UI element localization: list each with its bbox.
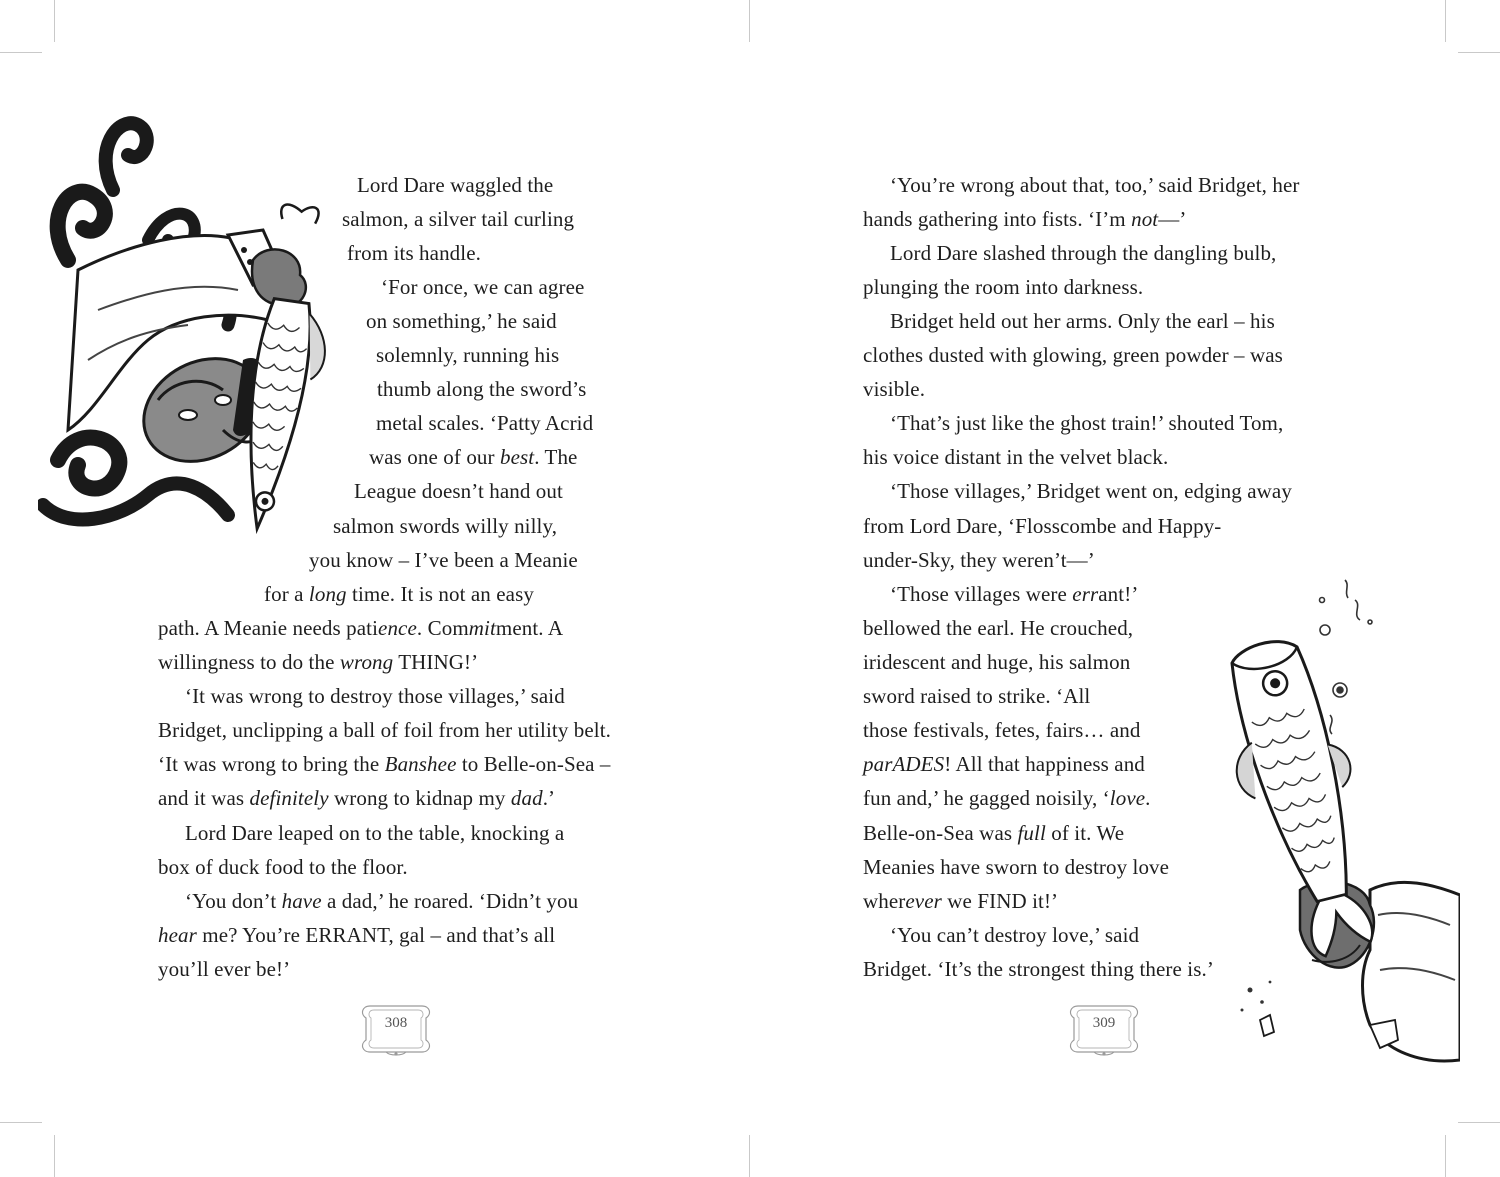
text-line: League doesn’t hand out xyxy=(354,479,563,503)
text-line: plunging the room into darkness. xyxy=(863,275,1144,299)
text-line: Lord Dare slashed through the dangling bulb, xyxy=(890,241,1277,265)
text-line: visible. xyxy=(863,377,926,401)
text-line: ‘That’s just like the ghost train!’ shouted Tom, xyxy=(890,411,1284,435)
text-line: from its handle. xyxy=(347,241,481,265)
right-page xyxy=(750,0,1500,1177)
text-line: from Lord Dare, ‘Flosscombe and Happy- xyxy=(863,514,1222,538)
text-line: ‘It was wrong to destroy those villages,’ said xyxy=(185,684,565,708)
text-line: for a long time. It is not an easy xyxy=(264,582,534,606)
text-line: parADES! All that happiness and xyxy=(863,752,1145,776)
text-line: clothes dusted with glowing, green powder – was xyxy=(863,343,1283,367)
text-line: and it was definitely wrong to kidnap my dad.’ xyxy=(158,786,556,810)
text-line: under-Sky, they weren’t—’ xyxy=(863,548,1095,572)
text-line: metal scales. ‘Patty Acrid xyxy=(376,411,594,435)
text-line: bellowed the earl. He crouched, xyxy=(863,616,1134,640)
text-line: ‘It was wrong to bring the Banshee to Belle-on-Sea – xyxy=(158,752,611,776)
lord-dare-illustration xyxy=(38,110,338,550)
text-line: path. A Meanie needs patience. Commitment. A xyxy=(158,616,564,640)
text-line: salmon, a silver tail curling xyxy=(342,207,575,231)
text-line: hear me? You’re ERRANT, gal – and that’s all xyxy=(158,923,556,947)
page-number: 309 xyxy=(1092,1015,1116,1031)
text-line: Lord Dare leaped on to the table, knocking a xyxy=(185,821,565,845)
text-line: Belle-on-Sea was full of it. We xyxy=(863,821,1125,845)
text-line: wherever we FIND it!’ xyxy=(863,889,1059,913)
text-line: Bridget, unclipping a ball of foil from her utility belt. xyxy=(158,718,612,742)
text-line: solemnly, running his xyxy=(376,343,560,367)
text-line: Meanies have sworn to destroy love xyxy=(863,855,1170,879)
text-line: Lord Dare waggled the xyxy=(357,173,554,197)
text-line: you’ll ever be!’ xyxy=(158,957,291,981)
text-line: iridescent and huge, his salmon xyxy=(863,650,1131,674)
text-line: ‘You can’t destroy love,’ said xyxy=(890,923,1140,947)
text-line: ‘You’re wrong about that, too,’ said Bridget, her xyxy=(890,173,1300,197)
text-line: those festivals, fetes, fairs… and xyxy=(863,718,1141,742)
page-number-ornament xyxy=(356,998,436,1058)
text-line: you know – I’ve been a Meanie xyxy=(309,548,578,572)
text-line: ‘You don’t have a dad,’ he roared. ‘Didn’t you xyxy=(185,889,579,913)
text-line: salmon swords willy nilly, xyxy=(333,514,558,538)
text-line: ‘For once, we can agree xyxy=(381,275,585,299)
page-number-ornament xyxy=(1064,998,1144,1058)
text-line: his voice distant in the velvet black. xyxy=(863,445,1169,469)
text-line: fun and,’ he gagged noisily, ‘love. xyxy=(863,786,1151,810)
text-line: Bridget. ‘It’s the strongest thing there is.’ xyxy=(863,957,1214,981)
text-line: ‘Those villages,’ Bridget went on, edging away xyxy=(890,479,1292,503)
page-number: 308 xyxy=(384,1015,408,1031)
text-line: ‘Those villages were errant!’ xyxy=(890,582,1139,606)
text-line: sword raised to strike. ‘All xyxy=(863,684,1091,708)
text-line: thumb along the sword’s xyxy=(377,377,587,401)
text-line: willingness to do the wrong THING!’ xyxy=(158,650,479,674)
text-line: hands gathering into fists. ‘I’m not—’ xyxy=(863,207,1187,231)
fish-sword-illustration xyxy=(1220,570,1460,1070)
text-line: Bridget held out her arms. Only the earl – his xyxy=(890,309,1275,333)
text-line: box of duck food to the floor. xyxy=(158,855,408,879)
text-line: was one of our best. The xyxy=(369,445,578,469)
text-line: on something,’ he said xyxy=(366,309,557,333)
